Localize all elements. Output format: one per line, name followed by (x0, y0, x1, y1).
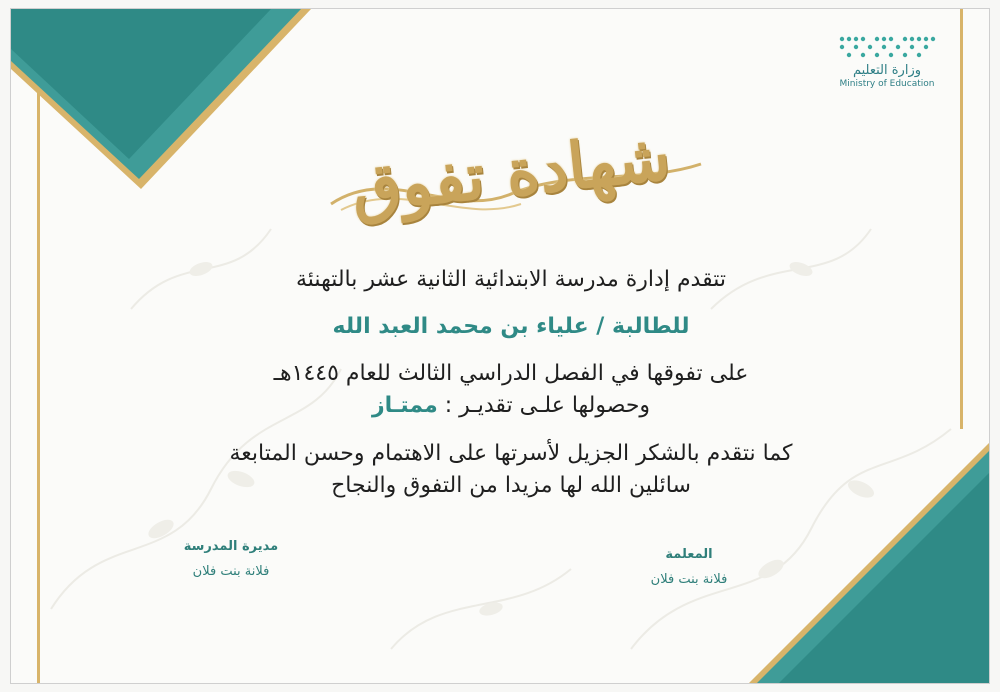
teacher-name: فلانة بنت فلان (650, 572, 728, 587)
teacher-title: المعلمة (665, 547, 713, 562)
wishes-line: سائلين الله لها مزيدا من التفوق والنجاح (331, 473, 691, 498)
teal-corner-top-left (11, 9, 311, 199)
principal-title: مديرة المدرسة (183, 539, 279, 554)
principal-signature (131, 539, 331, 579)
ministry-name-english: Ministry of Education (839, 79, 935, 89)
gold-border-right (960, 9, 963, 429)
student-name-line: للطالبة / علياء بن محمد العبد الله (332, 314, 690, 339)
grade-label: وحصولها علـى تقديـر : (444, 393, 651, 418)
principal-name: فلانة بنت فلان (192, 564, 270, 579)
grade-value: ممتـاز (371, 393, 438, 418)
thanks-line: كما نتقدم بالشكر الجزيل لأسرتها على الاهتمام وحسن المتابعة (229, 441, 793, 466)
certificate-title-text: شهادة تفوق (347, 119, 674, 228)
congratulation-line: تتقدم إدارة مدرسة الابتدائية الثانية عشر بالتهنئة (296, 267, 726, 292)
certificate-title (311, 119, 711, 234)
certificate-frame (10, 8, 990, 684)
ministry-name-arabic: وزارة التعليم (852, 63, 922, 78)
teacher-signature (589, 547, 789, 587)
achievement-line: على تفوقها في الفصل الدراسي الثالث للعام ١٤٤٥هـ (273, 361, 749, 386)
ministry-logo (827, 31, 947, 111)
grade-line (131, 393, 891, 418)
ministry-dotted-logo-icon (837, 31, 937, 61)
